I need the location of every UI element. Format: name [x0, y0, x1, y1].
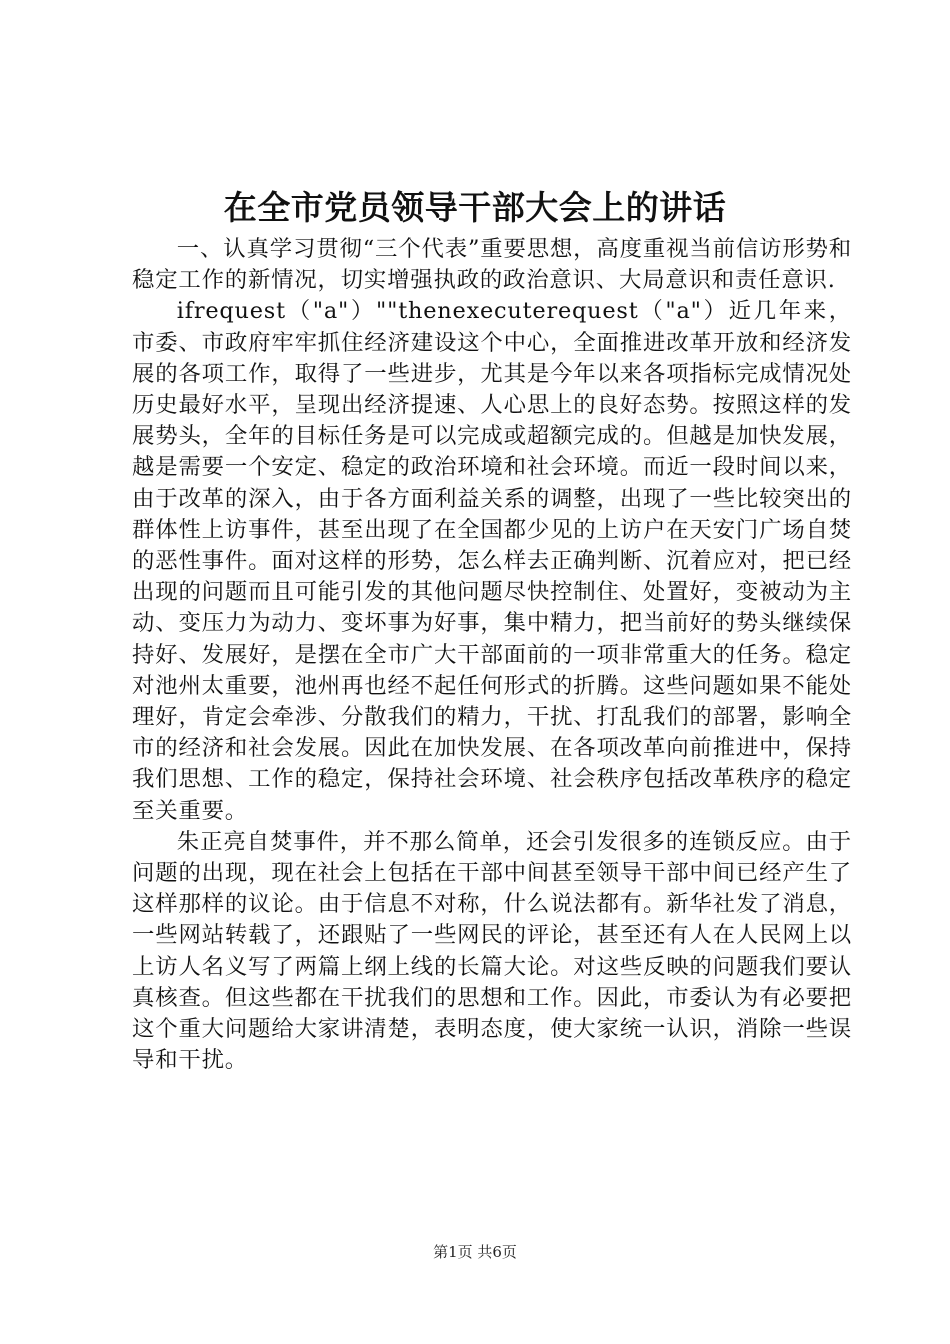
paragraph-1: 一、认真学习贯彻“三个代表”重要思想，高度重视当前信访形势和稳定工作的新情况，切实增强执政的政治意识、大局意识和责任意识.	[132, 236, 852, 294]
document-body	[132, 234, 852, 1076]
document-title: 在全市党员领导干部大会上的讲话	[223, 188, 727, 227]
paragraph-3: 朱正亮自焚事件，并不那么简单，还会引发很多的连锁反应。由于问题的出现，现在社会上包括在干部中间甚至领导干部中间已经产生了这样那样的议论。由于信息不对称，什么说法都有。新华社发了消息，一些网站转载了，还跟贴了一些网民的评论，甚至还有人在人民网上以上访人名义写了两篇上纲上线的长篇大论。对这些反映的问题我们要认真核查。但这些都在干扰我们的思想和工作。因此，市委认为有必要把这个重大问题给大家讲清楚，表明态度，使大家统一认识，消除一些误导和干扰。	[132, 828, 852, 1074]
page-number-footer: 第1页 共6页	[433, 1243, 517, 1261]
paragraph-2: ifrequest（"a"）""thenexecuterequest（"a"）近几年来，市委、市政府牢牢抓住经济建设这个中心，全面推进改革开放和经济发展的各项工作，取得了一些进步，尤其是今年以来各项指标完成情况处历史最好水平，呈现出经济提速、人心思上的良好态势。按照这样的发展势头，全年的目标任务是可以完成或超额完成的。但越是加快发展，越是需要一个安定、稳定的政治环境和社会环境。而近一段时间以来，由于改革的深入，由于各方面利益关系的调整，出现了一些比较突出的群体性上访事件，甚至出现了在全国都少见的上访户在天安门广场自焚的恶性事件。面对这样的形势，怎么样去正确判断、沉着应对，把已经出现的问题而且可能引发的其他问题尽快控制住、处置好，变被动为主动、变压力为动力、变坏事为好事，集中精力，把当前好的势头继续保持好、发展好，是摆在全市广大干部面前的一项非常重大的任务。稳定对池州太重要，池州再也经不起任何形式的折腾。这些问题如果不能处理好，肯定会牵涉、分散我们的精力，干扰、打乱我们的部署，影响全市的经济和社会发展。因此在加快发展、在各项改革向前推进中，保持我们思想、工作的稳定，保持社会环境、社会秩序包括改革秩序的稳定至关重要。	[132, 298, 852, 824]
